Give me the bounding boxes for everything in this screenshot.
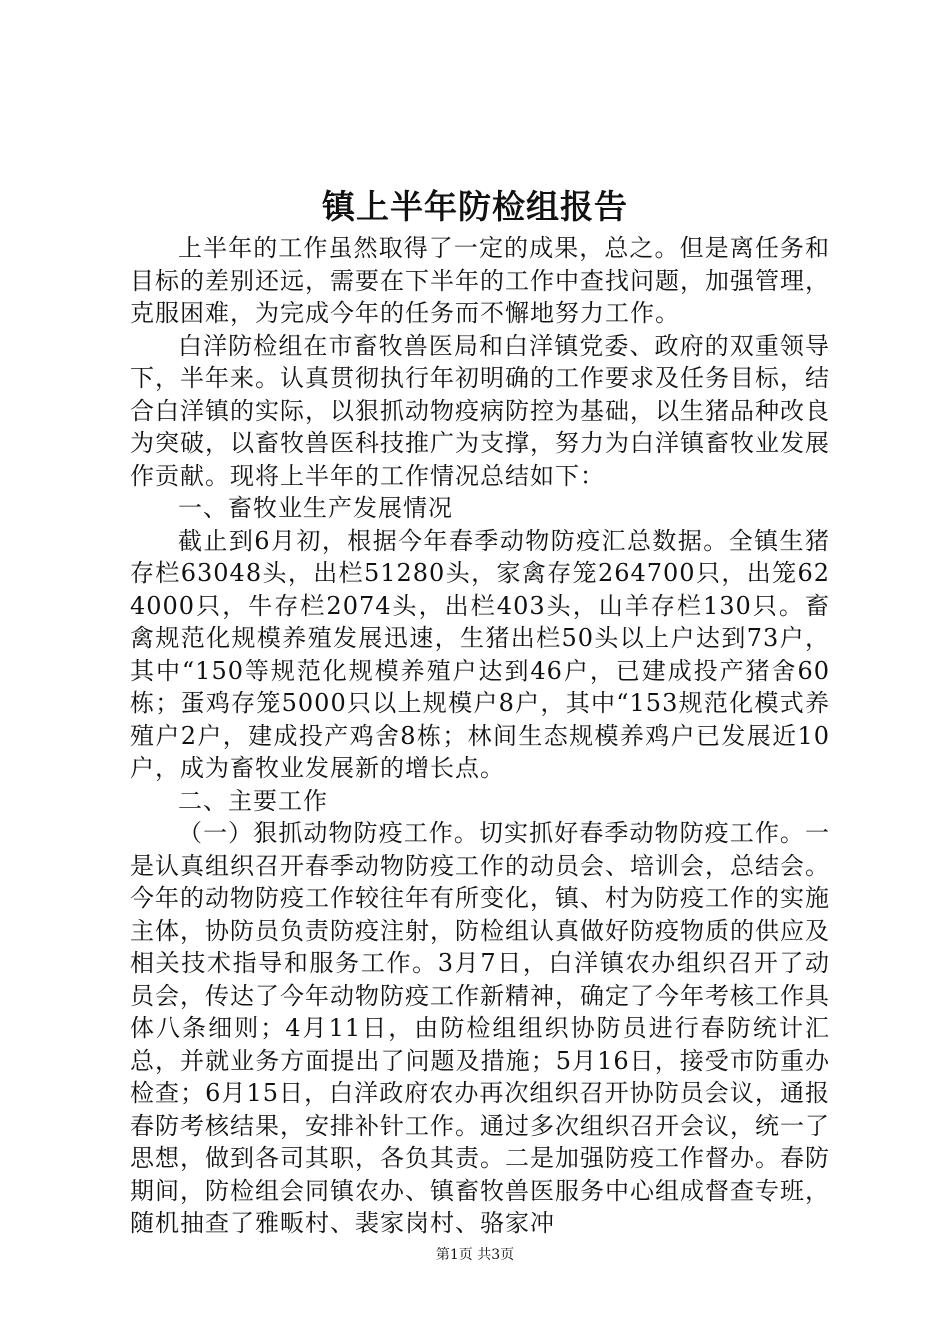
paragraph-production-data: 截止到6月初，根据今年春季动物防疫汇总数据。全镇生猪存栏63048头，出栏51280头，家禽存笼264700只，出笼624000只，牛存栏2074头，出栏403头，山羊存栏130只。畜禽规范化规模养殖发展迅速，生猪出栏50头以上户达到73户，其中“150等规范化规模养殖户达到46户，已建成投产猪舍60栋；蛋鸡存笼5000只以上规模户8户，其中“153规范化模式养殖户2户，建成投产鸡舍8栋；林间生态规模养鸡户已发展近10户，成为畜牧业发展新的增长点。	[130, 526, 830, 782]
paragraph-overview: 白洋防检组在市畜牧兽医局和白洋镇党委、政府的双重领导下，半年来。认真贯彻执行年初明确的工作要求及任务目标，结合白洋镇的实际，以狠抓动物疫病防控为基础，以生猪品种改良为突破，以畜牧兽医科技推广为支撑，努力为白洋镇畜牧业发展作贡献。现将上半年的工作情况总结如下：	[130, 331, 830, 490]
document-title: 镇上半年防检组报告	[322, 187, 628, 226]
section-heading-1: 一、畜牧业生产发展情况	[178, 494, 453, 522]
page-number-footer: 第1页 共3页	[435, 1247, 515, 1263]
paragraph-epidemic-prevention: （一）狠抓动物防疫工作。切实抓好春季动物防疫工作。一是认真组织召开春季动物防疫工作的动员会、培训会，总结会。今年的动物防疫工作较往年有所变化，镇、村为防疫工作的实施主体，协防员负责防疫注射，防检组认真做好防疫物质的供应及相关技术指导和服务工作。3月7日，白洋镇农办组织召开了动员会，传达了今年动物防疫工作新精神，确定了今年考核工作具体八条细则；4月11日，由防检组组织协防员进行春防统计汇总，并就业务方面提出了问题及措施；5月16日，接受市防重办检查；6月15日，白洋政府农办再次组织召开协防员会议，通报春防考核结果，安排补针工作。通过多次组织召开会议，统一了思想，做到各司其职，各负其责。二是加强防疫工作督办。春防期间，防检组会同镇农办、镇畜牧兽医服务中心组成督查专班，随机抽查了雅畈村、裴家岗村、骆家冲	[130, 819, 830, 1237]
section-heading-2: 二、主要工作	[178, 786, 328, 815]
paragraph-intro: 上半年的工作虽然取得了一定的成果，总之。但是离任务和目标的差别还远，需要在下半年的工作中查找问题，加强管理，克服困难，为完成今年的任务而不懈地努力工作。	[130, 234, 830, 327]
document-body	[130, 232, 830, 1240]
